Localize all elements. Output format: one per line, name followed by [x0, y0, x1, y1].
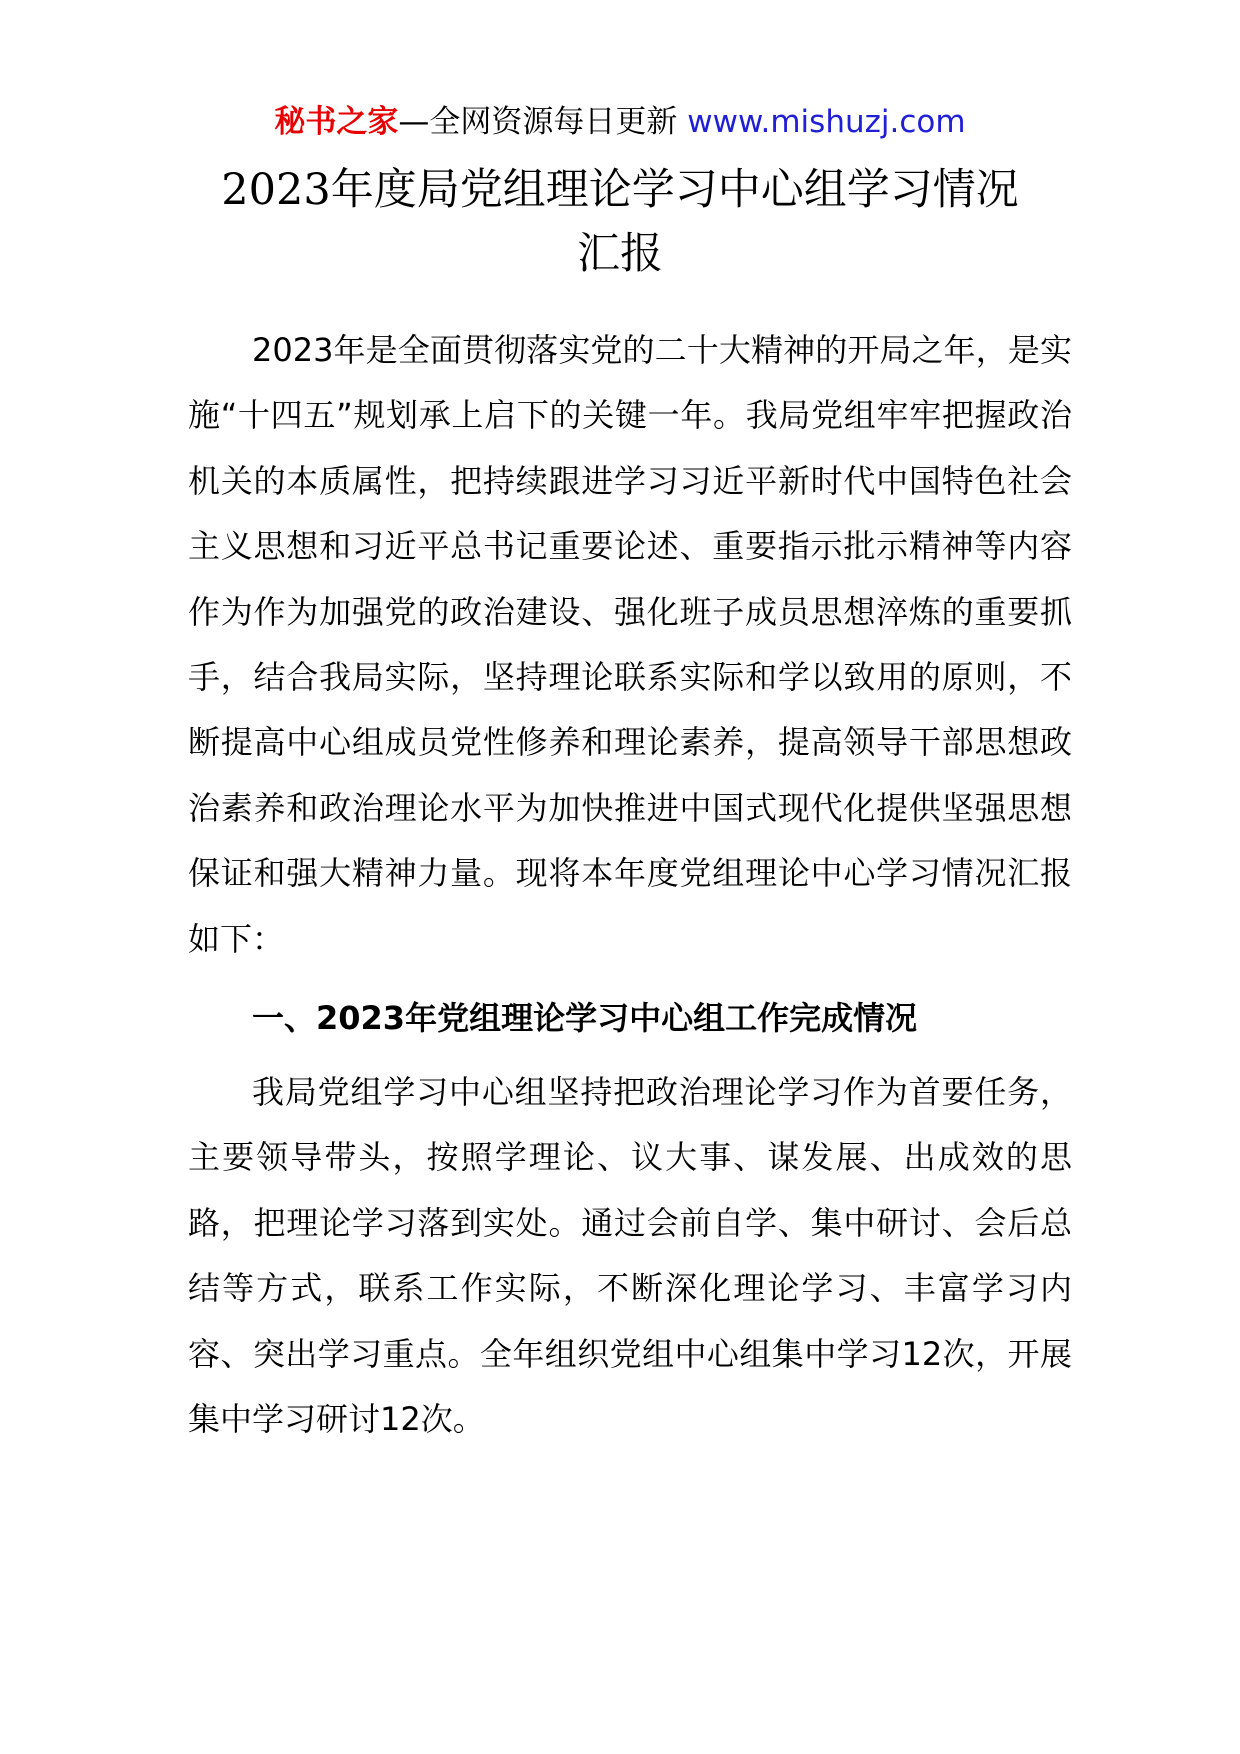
site-watermark-header	[0, 100, 1240, 144]
section-1-heading: 一、2023年党组理论学习中心组工作完成情况	[252, 999, 918, 1038]
title-line-1	[0, 158, 1240, 222]
document-body	[188, 318, 1072, 1453]
title-line-2: 汇报	[577, 229, 663, 279]
section-1-paragraph: 我局党组学习中心组坚持把政治理论学习作为首要任务，主要领导带头，按照学理论、议大事、谋发展、出成效的思路，把理论学习落到实处。通过会前自学、集中研讨、会后总结等方式，联系工作实际，不断深化理论学习、丰富学习内容、突出学习重点。全年组织党组中心组集中学习12次，开展集中学习研讨12次。	[188, 1073, 1072, 1439]
document-title	[0, 158, 1240, 286]
title-year: 2023	[221, 165, 331, 215]
brand-name: 秘书之家	[274, 104, 399, 140]
header-tagline: —全网资源每日更新	[398, 104, 688, 140]
website-url: www.mishuzj.com	[687, 104, 966, 140]
intro-paragraph: 2023年是全面贯彻落实党的二十大精神的开局之年，是实施“十四五”规划承上启下的关键一年。我局党组牢牢把握政治机关的本质属性，把持续跟进学习习近平新时代中国特色社会主义思想和习近平总书记重要论述、重要指示批示精神等内容作为作为加强党的政治建设、强化班子成员思想淬炼的重要抓手，结合我局实际，坚持理论联系实际和学以致用的原则，不断提高中心组成员党性修养和理论素养，提高领导干部思想政治素养和政治理论水平为加快推进中国式现代化提供坚强思想保证和强大精神力量。现将本年度党组理论中心学习情况汇报如下：	[188, 331, 1072, 958]
title-line-1-text: 年度局党组理论学习中心组学习情况	[330, 165, 1019, 215]
